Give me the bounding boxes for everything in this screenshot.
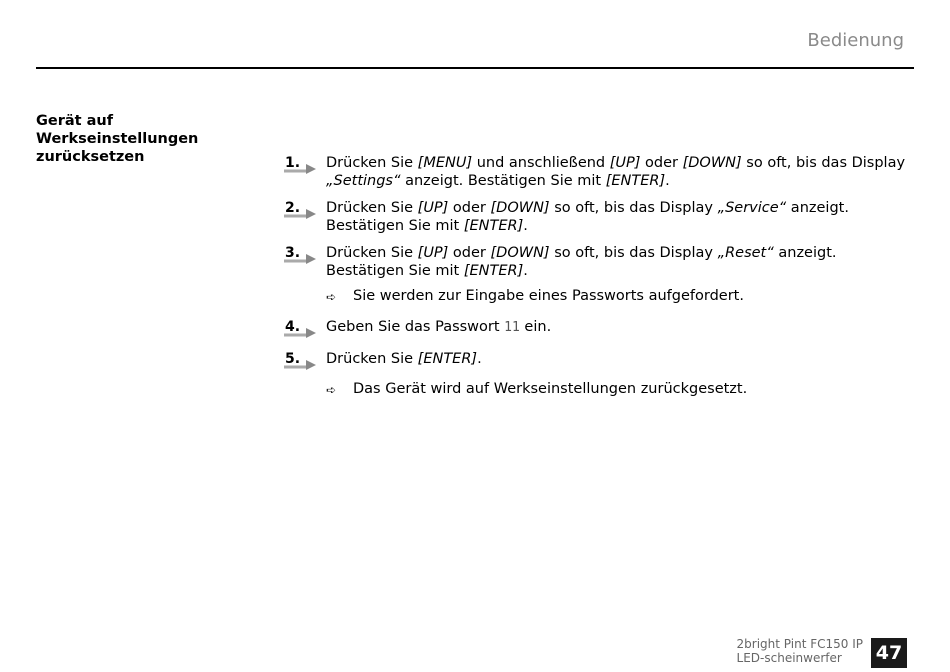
step-number-label: 2. — [285, 200, 301, 216]
step-number-5 — [284, 351, 326, 373]
password-value: 11 — [504, 319, 520, 335]
step-1 — [284, 155, 916, 190]
step-number-label: 3. — [285, 245, 301, 261]
step-3-result — [326, 288, 916, 307]
section-heading: Gerät auf Werkseinstellungen zurücksetzen — [36, 113, 199, 165]
step-text-3: Drücken Sie [UP] oder [DOWN] so oft, bis das Display „Reset“ anzeigt. Bestätigen Sie mit [ENTER]. — [326, 245, 837, 279]
step-5 — [284, 351, 916, 373]
result-arrow-icon: ➪ — [326, 382, 337, 397]
step-number-label: 5. — [285, 350, 301, 367]
step-5-result — [326, 381, 916, 400]
step-text-4: Geben Sie das Passwort 11 ein. — [326, 318, 552, 335]
footer-product-name: 2bright Pint FC150 IP — [736, 637, 863, 651]
step-number-3 — [284, 245, 326, 267]
result-text: Sie werden zur Eingabe eines Passworts aufgefordert. — [353, 288, 744, 304]
instruction-steps — [284, 155, 916, 411]
step-text-2: Drücken Sie [UP] oder [DOWN] so oft, bis das Display „Service“ anzeigt. Bestätigen Sie mit [ENTER]. — [326, 200, 849, 234]
footer-product-type: LED-scheinwerfer — [736, 651, 842, 665]
step-text-1: Drücken Sie [MENU] und anschließend [UP] oder [DOWN] so oft, bis das Display „Settings“ anzeigt. Bestätigen Sie mit [ENTER]. — [326, 155, 906, 189]
footer-product — [737, 637, 863, 665]
result-text: Das Gerät wird auf Werkseinstellungen zurückgesetzt. — [353, 380, 748, 397]
result-arrow-icon: ➪ — [326, 290, 337, 304]
step-4 — [284, 319, 916, 341]
step-number-1 — [284, 155, 326, 177]
page-number: 47 — [871, 638, 907, 668]
step-2 — [284, 200, 916, 235]
step-3 — [284, 245, 916, 280]
step-number-label: 4. — [285, 318, 301, 335]
step-number-4 — [284, 319, 326, 341]
header-rule — [36, 67, 914, 69]
section-header-title: Bedienung — [807, 30, 904, 51]
step-number-2 — [284, 200, 326, 222]
step-text-5: Drücken Sie [ENTER]. — [326, 350, 482, 367]
step-number-label: 1. — [285, 155, 301, 171]
